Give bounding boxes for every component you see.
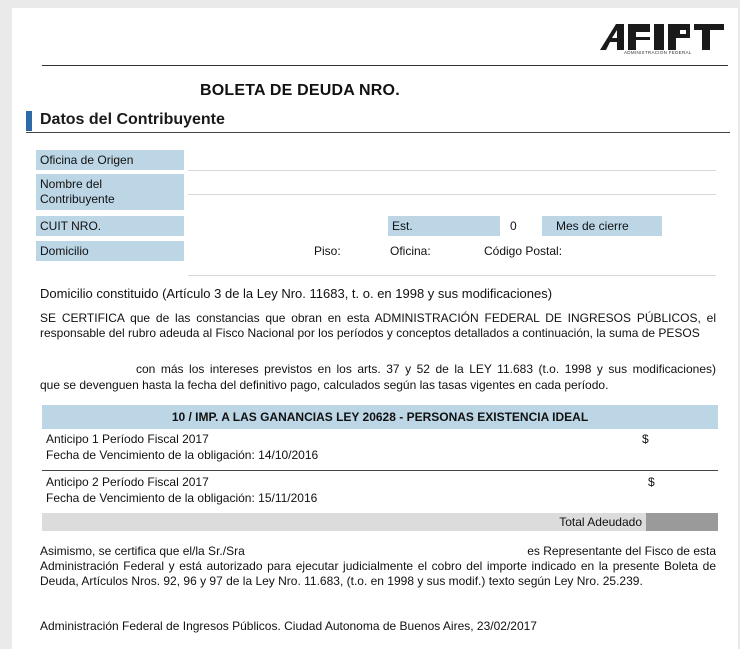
certifica-paragraph-2: con más los intereses previstos en los arts. 37 y 52 de la LEY 11.683 (t.o. 1998 y sus modificaciones)	[136, 362, 716, 376]
label-nombre-contribuyente	[36, 174, 184, 210]
header-divider	[42, 65, 728, 66]
row2-vencimiento: Fecha de Vencimiento de la obligación: 15/11/2016	[46, 491, 318, 505]
certifica-paragraph-3: que se devenguen hasta la fecha del definitivo pago, calculados según las tasas vigentes en cada período.	[40, 378, 609, 392]
total-bar	[42, 513, 718, 531]
row2-amount: $	[648, 475, 655, 489]
label-cuit	[36, 216, 184, 236]
row1-amount: $	[642, 432, 649, 446]
label-nombre-line1: Nombre del	[40, 177, 103, 191]
row1-concepto: Anticipo 1 Período Fiscal 2017	[46, 432, 209, 446]
debt-table-header	[42, 405, 718, 429]
label-est-text: Est.	[392, 219, 413, 233]
label-domicilio-text: Domicilio	[40, 244, 89, 258]
field-nombre	[188, 194, 716, 195]
asimismo-paragraph: Administración Federal y está autorizado para ejecutar judicialmente el cobro del importe indicado en la presente Boleta de Deuda, Artículos Nros. 92, 96 y 97 de la Ley Nro. 11.683, (t.o. en 1998 y sus modif.) texto según Ley Nro. 25.239.	[40, 559, 716, 588]
debt-table-header-text: 10 / IMP. A LAS GANANCIAS LEY 20628 - PERSONAS EXISTENCIA IDEAL	[171, 410, 589, 424]
label-domicilio	[36, 241, 184, 261]
section-marker	[26, 111, 32, 131]
label-mes-cierre	[542, 216, 662, 236]
row1-vencimiento: Fecha de Vencimiento de la obligación: 14/10/2016	[46, 448, 319, 462]
label-nombre-line2: Contribuyente	[40, 192, 115, 206]
label-cuit-text: CUIT NRO.	[40, 219, 102, 233]
total-amount-box	[646, 513, 718, 531]
section-divider	[26, 132, 730, 133]
label-mes-cierre-text: Mes de cierre	[556, 219, 629, 233]
afip-logo	[598, 22, 730, 62]
est-value: 0	[510, 219, 517, 233]
asimismo-start: Asimismo, se certifica que el/la Sr./Sra	[40, 544, 245, 558]
total-label: Total Adeudado	[559, 515, 642, 529]
label-codigo-postal: Código Postal:	[484, 244, 563, 258]
domicilio-constituido: Domicilio constituido (Artículo 3 de la Ley Nro. 11683, t. o. en 1998 y sus modificaciones)	[40, 286, 553, 301]
field-domicilio-line	[188, 275, 716, 276]
asimismo-rest-first: es Representante del Fisco de esta	[527, 544, 716, 558]
document-title: BOLETA DE DEUDA NRO.	[200, 82, 400, 99]
row2-concepto: Anticipo 2 Período Fiscal 2017	[46, 475, 209, 489]
afip-logo-mark	[598, 22, 730, 52]
label-est	[388, 216, 500, 236]
label-piso: Piso:	[314, 244, 341, 258]
document-sheet	[12, 8, 738, 649]
label-oficina-origen-text: Oficina de Origen	[40, 153, 134, 167]
certifica-paragraph-1: SE CERTIFICA que de las constancias que obran en esta ADMINISTRACIÓN FEDERAL DE INGRESOS PÚBLICOS, el responsable del rubro adeuda al Fisco Nacional por los períodos y conceptos detallados a continuación, la suma de PESOS	[40, 311, 716, 340]
label-oficina-origen	[36, 150, 184, 170]
label-oficina: Oficina:	[390, 244, 431, 258]
footer-text: Administración Federal de Ingresos Públicos. Ciudad Autonoma de Buenos Aires, 23/02/2017	[40, 619, 537, 633]
logo-subtitle: ADMINISTRACION FEDERAL	[624, 50, 692, 55]
row-divider	[42, 470, 718, 471]
section-title: Datos del Contribuyente	[40, 111, 225, 128]
field-oficina-origen	[188, 170, 716, 171]
